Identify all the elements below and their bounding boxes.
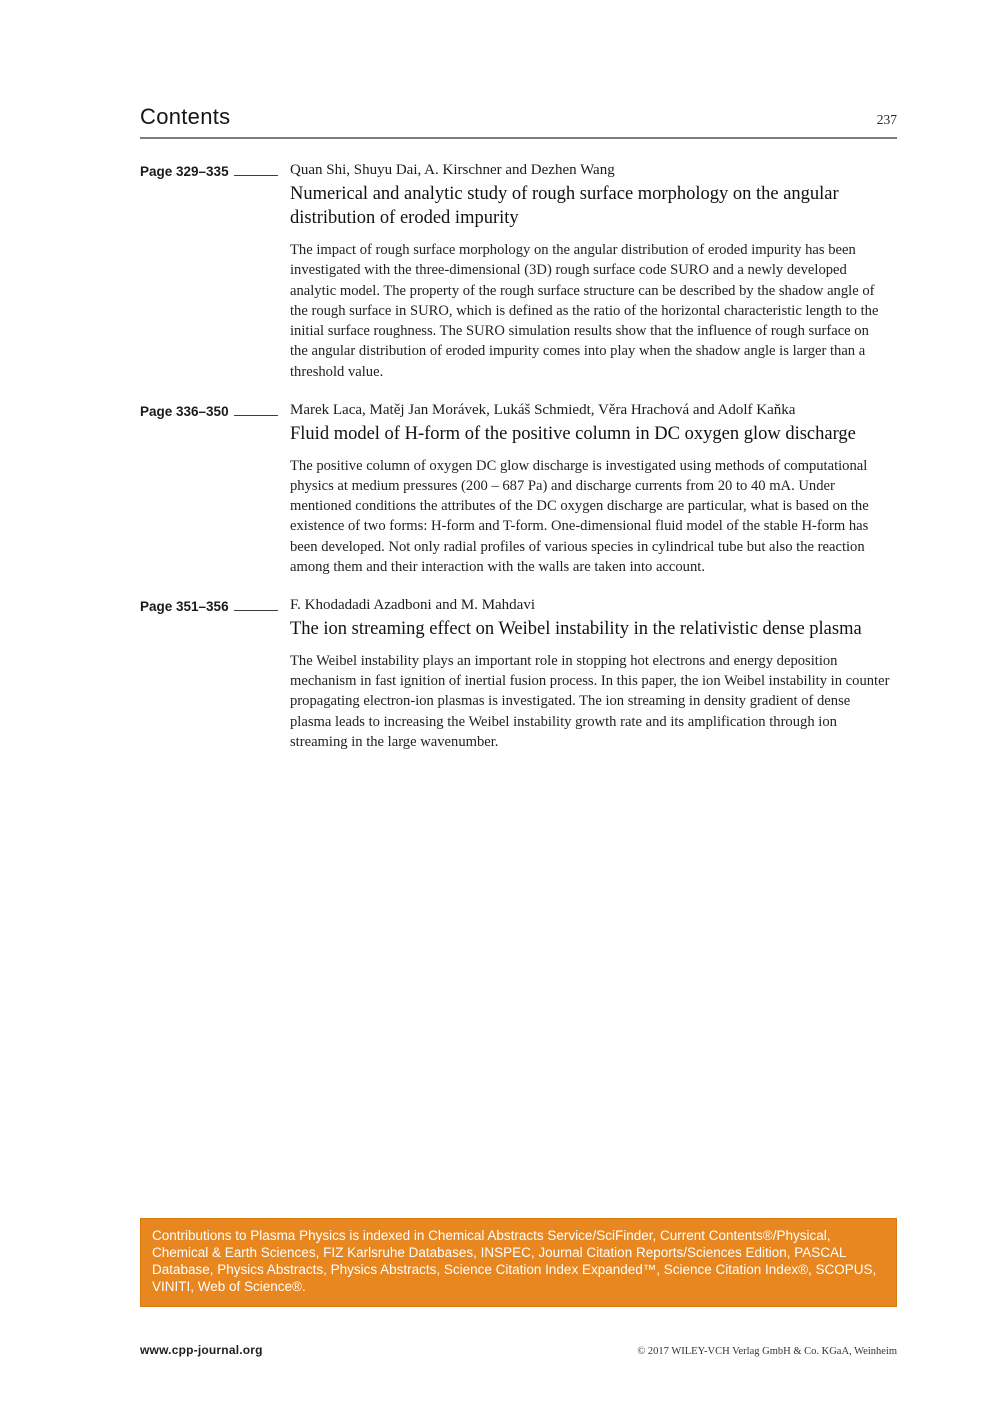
copyright-notice: © 2017 WILEY-VCH Verlag GmbH & Co. KGaA, Weinheim bbox=[637, 1346, 897, 1357]
page-footer bbox=[140, 1343, 897, 1357]
entry-abstract: The Weibel instability plays an important role in stopping hot electrons and energy deposition mechanism in fast ignition of inertial fusion process. In this paper, the ion Weibel instability in counter propagating electron-ion plasmas is investigated. The ion streaming in density gradient of dense plasma leads to increasing the Weibel instability growth rate and its amplification through ion streaming in the large wavenumber. bbox=[290, 652, 890, 750]
entry-abstract: The impact of rough surface morphology on the angular distribution of eroded impurity has been investigated with the three-dimensional (3D) rough surface code SURO and a newly developed analytic model. The property of the rough surface structure can be described by the shadow angle of the rough surface in SURO, which is defined as the ratio of the horizontal characteristic length to the initial surface roughness. The SURO simulation results show that the influence of rough surface on the angular distribution of eroded impurity comes into play when the shadow angle is larger than a threshold value. bbox=[290, 242, 879, 380]
page-range-text: Page 329–335 bbox=[140, 164, 229, 179]
indexing-notice-banner bbox=[140, 1218, 897, 1307]
leader-line bbox=[234, 599, 278, 611]
entry-body bbox=[290, 161, 897, 382]
leader-line bbox=[234, 404, 278, 416]
page-header bbox=[140, 104, 897, 130]
page-range-text: Page 351–356 bbox=[140, 599, 229, 615]
entry-body bbox=[290, 596, 897, 752]
toc-entry bbox=[140, 401, 900, 577]
indexing-notice-text: Contributions to Plasma Physics is indexed in Chemical Abstracts Service/SciFinder, Current Contents®/Physical, Chemical & Earth Sciences, FIZ Karlsruhe Databases, INSPEC, Journal Citation Reports/Sciences Edition, PASCAL Database, Physics Abstracts, Physics Abstracts, Science Citation Index Expanded™, Science Citation Index®, SCOPUS, VINITI, Web of Science®. bbox=[152, 1228, 877, 1295]
page-number: 237 bbox=[876, 112, 897, 128]
toc-entry bbox=[140, 161, 900, 382]
entry-page-range bbox=[140, 401, 290, 577]
entry-body bbox=[290, 401, 897, 577]
entry-page-range bbox=[140, 161, 290, 382]
entry-title: The ion streaming effect on Weibel instability in the relativistic dense plasma bbox=[290, 619, 862, 640]
leader-line bbox=[234, 164, 278, 176]
entry-authors: Quan Shi, Shuyu Dai, A. Kirschner and Dezhen Wang bbox=[290, 162, 615, 178]
table-of-contents bbox=[140, 161, 900, 771]
journal-url: www.cpp-journal.org bbox=[140, 1343, 263, 1357]
header-divider bbox=[140, 137, 897, 139]
entry-page-range bbox=[140, 596, 290, 752]
entry-authors: F. Khodadadi Azadboni and M. Mahdavi bbox=[290, 597, 536, 614]
toc-entry bbox=[140, 596, 900, 752]
page-title: Contents bbox=[140, 104, 231, 129]
entry-authors: Marek Laca, Matěj Jan Morávek, Lukáš Schmiedt, Věra Hrachová and Adolf Kaňka bbox=[290, 402, 796, 419]
page-range-text: Page 336–350 bbox=[140, 404, 229, 420]
entry-title: Numerical and analytic study of rough surface morphology on the angular distribution of eroded impurity bbox=[290, 183, 839, 229]
entry-title: Fluid model of H-form of the positive column in DC oxygen glow discharge bbox=[290, 423, 856, 444]
entry-abstract: The positive column of oxygen DC glow discharge is investigated using methods of computational physics at medium pressures (200 – 687 Pa) and discharge currents from 20 to 40 mA. Under mentioned conditions the attributes of the DC oxygen discharge are particular, what is based on the existence of two forms: H-form and T-form. One-dimensional fluid model of the stable H-form has been developed. Not only radial profiles of various species in cylindrical tube but also the reaction among them and their interaction with the walls are taken into account. bbox=[290, 457, 869, 575]
